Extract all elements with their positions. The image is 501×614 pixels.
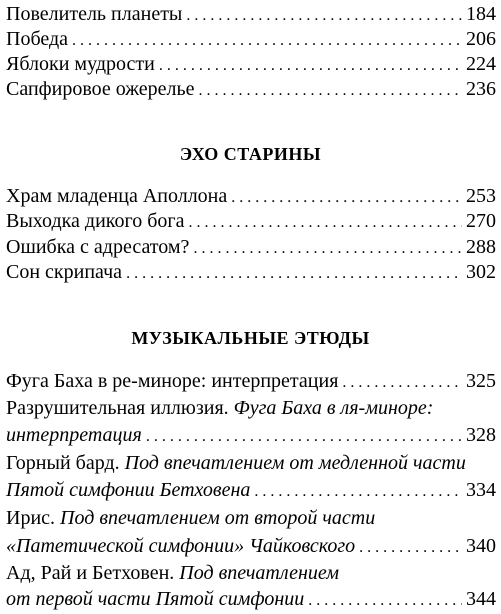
toc-entry-title: Ад, Рай и Бетховен. [6,562,175,584]
toc-entry [6,259,496,285]
toc-entry-subtitle: интерпретация [6,424,142,446]
toc-entry [6,234,496,260]
toc-entry-page: 206 [466,28,496,50]
toc-entry-title: Ошибка с адресатом? [6,236,190,258]
toc-entry-title: Фуга Баха в ре-миноре: интерпретация [6,370,339,392]
toc-entry-subtitle: Пятой симфонии Бетховена [6,479,251,501]
leader-dots [308,588,462,614]
toc-entry-page: 344 [466,588,496,610]
toc-entry-page: 236 [466,78,496,100]
toc-entry-first-line [6,395,496,421]
toc-entry-subtitle: Под впечатлением от второй части [60,507,376,529]
toc-entry [6,477,496,503]
leader-dots [199,78,462,104]
toc-entry-subtitle: Под впечатлением [179,562,340,584]
toc-entry-first-line [6,560,496,586]
leader-dots [342,370,462,396]
toc-entry [6,76,496,102]
leader-dots [359,535,462,561]
toc-entry-subtitle: Фуга Баха в ля-миноре: [233,397,434,419]
toc-entry-page: 325 [466,370,496,392]
toc-entry-title: Разрушительная иллюзия. [6,397,229,419]
toc-entry-page: 184 [466,3,496,25]
toc-entry [6,533,496,559]
toc-entry [6,368,496,394]
toc-entry-subtitle: «Патетической симфонии» Чайковского [6,535,356,557]
section-heading: ЭХО СТАРИНЫ [179,144,322,164]
toc-entry-title: Яблоки мудрости [6,53,155,75]
toc-entry-title: Сон скрипача [6,261,123,283]
toc-entry-page: 253 [466,185,496,207]
toc-entry [6,51,496,77]
leader-dots [254,479,462,505]
toc-entry-title: Победа [6,28,69,50]
toc-entry [6,586,496,612]
section-heading: МУЗЫКАЛЬНЫЕ ЭТЮДЫ [131,328,370,348]
toc-entry-first-line [6,505,496,531]
toc-entry-page: 340 [466,535,496,557]
toc-entry-title: Горный бард. [6,452,120,474]
toc-entry [6,422,496,448]
toc-entry [6,183,496,209]
toc-entry-page: 270 [466,210,496,232]
toc-entry-page: 224 [466,53,496,75]
toc-entry-title: Сапфировое ожерелье [6,78,195,100]
toc-entry-title: Повелитель планеты [6,3,183,25]
leader-dots [188,210,462,236]
toc-entry [6,1,496,27]
toc-entry [6,208,496,234]
toc-entry-page: 328 [466,424,496,446]
toc-entry-first-line [6,450,496,476]
toc-entry-page: 288 [466,236,496,258]
toc-entry [6,26,496,52]
toc-entry-title: Ирис. [6,507,56,529]
toc-entry-page: 334 [466,479,496,501]
toc-entry-subtitle: от первой части Пятой симфонии [6,588,305,610]
toc-entry-page: 302 [466,261,496,283]
leader-dots [126,261,462,287]
toc-entry-title: Храм младенца Аполлона [6,185,228,207]
toc-entry-subtitle: Под впечатлением от медленной части [124,452,466,474]
toc-entry-title: Выходка дикого бога [6,210,185,232]
leader-dots [146,424,462,450]
